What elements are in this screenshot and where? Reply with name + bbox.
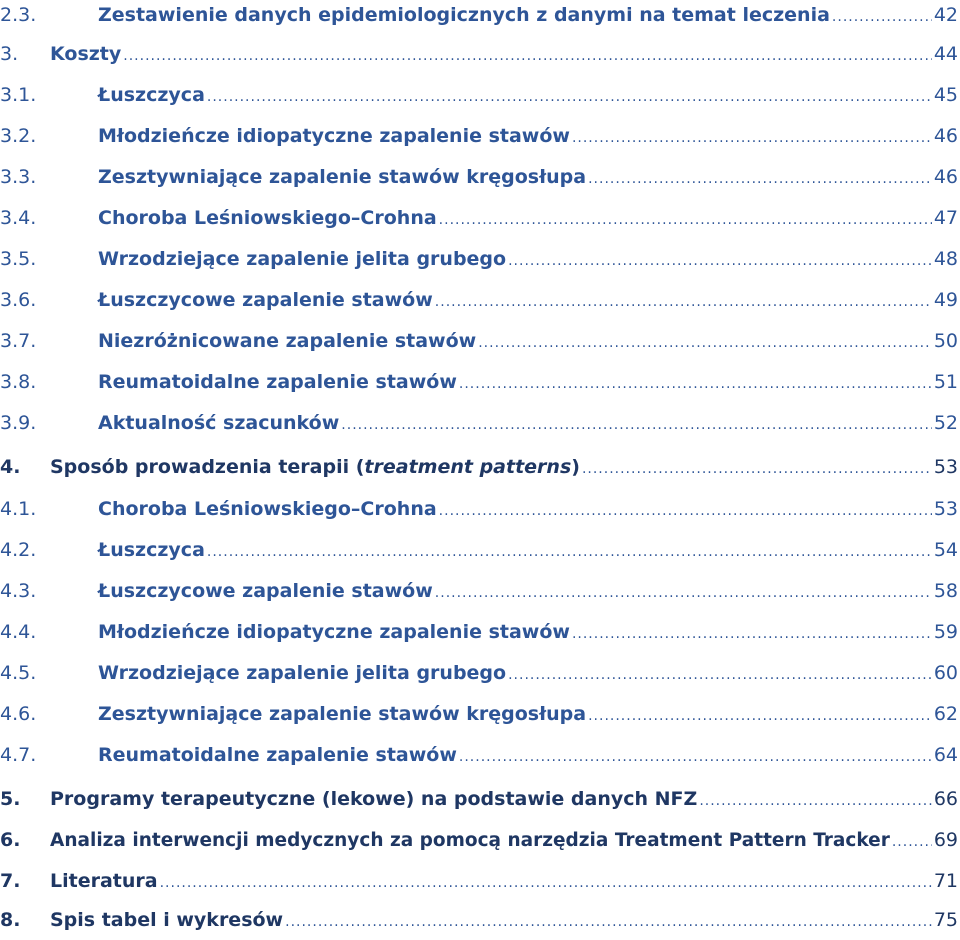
toc-leader-dots — [892, 827, 932, 857]
toc-entry-number: 4.4. — [0, 621, 37, 643]
toc-entry-number: 6. — [0, 829, 21, 851]
toc-entry-title[interactable]: Zesztywniające zapalenie stawów kręgosłupa — [98, 166, 587, 188]
toc-entry-number: 4.1. — [0, 498, 37, 520]
toc-entry-title[interactable]: Zesztywniające zapalenie stawów kręgosłupa — [98, 703, 587, 725]
toc-leader-dots — [439, 496, 932, 526]
toc-entry-title[interactable]: Wrzodziejące zapalenie jelita grubego — [98, 248, 507, 270]
toc-entry-page[interactable]: 50 — [933, 330, 958, 352]
toc-entry-title[interactable]: Młodzieńcze idiopatyczne zapalenie stawów — [98, 125, 570, 147]
toc-entry-number: 3.3. — [0, 166, 37, 188]
toc-entry-page[interactable]: 49 — [933, 289, 958, 311]
toc-entry-title-italic: treatment patterns — [364, 456, 572, 478]
toc-entry-3[interactable] — [0, 39, 960, 69]
toc-entry-page[interactable]: 59 — [933, 621, 958, 643]
toc-entry-4-6[interactable] — [0, 699, 960, 729]
toc-entry-number: 3.1. — [0, 84, 37, 106]
toc-entry-6[interactable] — [0, 825, 960, 855]
toc-entry-title[interactable]: Literatura — [50, 870, 158, 892]
toc-leader-dots — [588, 164, 932, 194]
toc-entry-number: 3.6. — [0, 289, 37, 311]
toc-entry-title[interactable]: Analiza interwencji medycznych za pomocą narzędzia Treatment Pattern Tracker — [50, 830, 890, 851]
toc-entry-title[interactable]: Wrzodziejące zapalenie jelita grubego — [98, 662, 507, 684]
toc-leader-dots — [439, 205, 932, 235]
toc-entry-number: 4. — [0, 456, 21, 478]
toc-entry-4-7[interactable] — [0, 740, 960, 770]
toc-leader-dots — [285, 907, 932, 937]
toc-entry-page[interactable]: 47 — [933, 207, 958, 229]
toc-entry-page[interactable]: 75 — [933, 909, 958, 931]
toc-entry-2-3[interactable] — [0, 0, 960, 30]
toc-entry-page[interactable]: 51 — [933, 371, 958, 393]
toc-entry-title[interactable]: Reumatoidalne zapalenie stawów — [98, 744, 457, 766]
toc-entry-page[interactable]: 53 — [933, 456, 958, 478]
toc-entry-number: 4.2. — [0, 539, 37, 561]
toc-entry-page[interactable]: 69 — [933, 829, 958, 851]
toc-entry-page[interactable]: 60 — [933, 662, 958, 684]
toc-entry-4-2[interactable] — [0, 535, 960, 565]
toc-entry-3-5[interactable] — [0, 244, 960, 274]
toc-entry-4-4[interactable] — [0, 617, 960, 647]
toc-entry-3-2[interactable] — [0, 121, 960, 151]
toc-entry-title[interactable]: Programy terapeutyczne (lekowe) na podstawie danych NFZ — [50, 788, 698, 810]
toc-entry-title[interactable]: Łuszczyca — [98, 84, 205, 106]
toc-entry-page[interactable]: 45 — [933, 84, 958, 106]
toc-entry-number: 3.7. — [0, 330, 37, 352]
toc-leader-dots — [832, 2, 932, 32]
toc-entry-3-3[interactable] — [0, 162, 960, 192]
toc-entry-title[interactable] — [50, 452, 580, 482]
toc-entry-title[interactable]: Łuszczyca — [98, 539, 205, 561]
toc-entry-number: 4.7. — [0, 744, 37, 766]
toc-entry-5[interactable] — [0, 784, 960, 814]
toc-entry-number: 4.3. — [0, 580, 37, 602]
toc-entry-3-9[interactable] — [0, 408, 960, 438]
toc-entry-page[interactable]: 44 — [933, 43, 958, 65]
toc-entry-title[interactable]: Niezróżnicowane zapalenie stawów — [98, 330, 477, 352]
toc-entry-title[interactable]: Młodzieńcze idiopatyczne zapalenie stawów — [98, 621, 570, 643]
toc-entry-8[interactable] — [0, 905, 960, 935]
toc-entry-number: 7. — [0, 870, 21, 892]
toc-leader-dots — [572, 619, 932, 649]
toc-entry-page[interactable]: 71 — [933, 870, 958, 892]
toc-entry-title[interactable]: Choroba Leśniowskiego–Crohna — [98, 207, 437, 229]
toc-entry-page[interactable]: 42 — [933, 4, 958, 26]
toc-leader-dots — [435, 287, 932, 317]
toc-entry-page[interactable]: 46 — [933, 125, 958, 147]
toc-entry-4[interactable] — [0, 452, 960, 482]
toc-entry-page[interactable]: 46 — [933, 166, 958, 188]
toc-entry-4-3[interactable] — [0, 576, 960, 606]
toc-leader-dots — [459, 369, 932, 399]
toc-entry-page[interactable]: 62 — [933, 703, 958, 725]
toc-entry-3-6[interactable] — [0, 285, 960, 315]
toc-entry-number: 2.3. — [0, 4, 37, 26]
toc-leader-dots — [123, 41, 932, 71]
toc-entry-page[interactable]: 52 — [933, 412, 958, 434]
toc-entry-title[interactable]: Aktualność szacunków — [98, 412, 340, 434]
toc-leader-dots — [207, 537, 932, 567]
toc-leader-dots — [508, 660, 932, 690]
toc-entry-page[interactable]: 58 — [933, 580, 958, 602]
toc-entry-title[interactable]: Koszty — [50, 43, 122, 65]
toc-leader-dots — [459, 742, 932, 772]
toc-leader-dots — [572, 123, 932, 153]
toc-leader-dots — [160, 868, 932, 898]
toc-leader-dots — [508, 246, 932, 276]
toc-leader-dots — [699, 786, 931, 816]
toc-entry-number: 3. — [0, 43, 19, 65]
toc-entry-title[interactable]: Zestawienie danych epidemiologicznych z danymi na temat leczenia — [98, 4, 830, 26]
toc-entry-title[interactable]: Choroba Leśniowskiego–Crohna — [98, 498, 437, 520]
toc-leader-dots — [435, 578, 932, 608]
toc-entry-page[interactable]: 53 — [933, 498, 958, 520]
toc-entry-number: 3.5. — [0, 248, 37, 270]
toc-entry-number: 8. — [0, 909, 21, 931]
toc-entry-3-1[interactable] — [0, 80, 960, 110]
toc-entry-title-start: Sposób prowadzenia terapii ( — [50, 456, 365, 478]
toc-entry-title-end: ) — [571, 456, 580, 478]
toc-leader-dots — [207, 82, 932, 112]
toc-entry-3-4[interactable] — [0, 203, 960, 233]
toc-leader-dots — [588, 701, 932, 731]
toc-leader-dots — [582, 454, 932, 484]
toc-entry-page[interactable]: 64 — [933, 744, 958, 766]
toc-entry-7[interactable] — [0, 866, 960, 896]
toc-leader-dots — [478, 328, 932, 358]
toc-entry-number: 3.9. — [0, 412, 37, 434]
toc-entry-number: 3.2. — [0, 125, 37, 147]
toc-entry-number: 3.4. — [0, 207, 37, 229]
toc-entry-number: 3.8. — [0, 371, 37, 393]
toc-leader-dots — [341, 410, 932, 440]
toc-entry-title[interactable]: Spis tabel i wykresów — [50, 909, 284, 931]
toc-entry-number: 5. — [0, 788, 21, 810]
toc-entry-title[interactable]: Reumatoidalne zapalenie stawów — [98, 371, 457, 393]
toc-entry-3-7[interactable] — [0, 326, 960, 356]
toc-entry-3-8[interactable] — [0, 367, 960, 397]
toc-entry-title[interactable]: Łuszczycowe zapalenie stawów — [98, 289, 433, 311]
toc-entry-page[interactable]: 48 — [933, 248, 958, 270]
toc-entry-number: 4.6. — [0, 703, 37, 725]
toc-entry-4-5[interactable] — [0, 658, 960, 688]
toc-entry-page[interactable]: 66 — [933, 788, 958, 810]
toc-entry-page[interactable]: 54 — [933, 539, 958, 561]
toc-entry-title[interactable]: Łuszczycowe zapalenie stawów — [98, 580, 433, 602]
toc-entry-4-1[interactable] — [0, 494, 960, 524]
toc-entry-number: 4.5. — [0, 662, 37, 684]
